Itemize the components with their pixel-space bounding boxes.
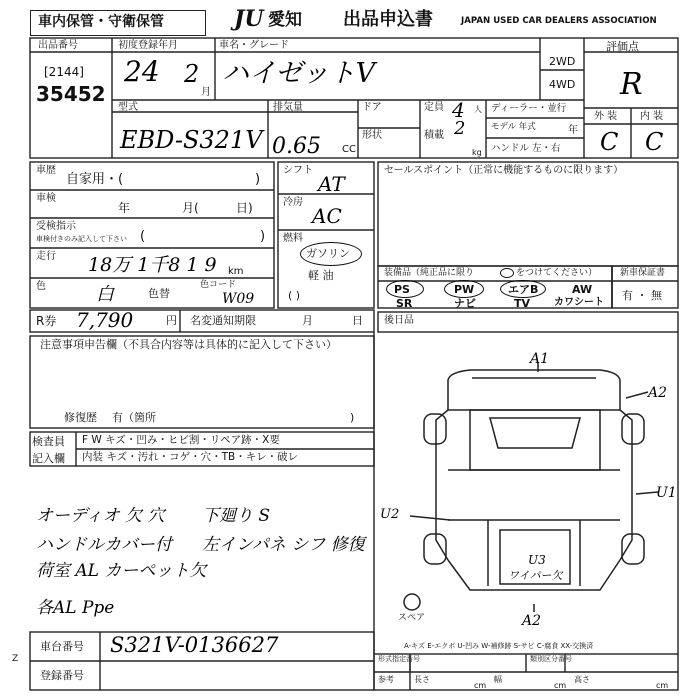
model-name-label: 車名・グレード [219,40,289,51]
capacity-value: 4 [452,98,465,122]
diagram-mark-a2-front: A2 [648,385,668,401]
new-warranty-value: 有 ・ 無 [622,289,662,302]
spec-height: 高さ [574,675,590,684]
drive-4wd: 4WD [549,78,576,91]
chassis-label: 車台番号 [40,640,84,653]
color-code-label: 色コード [200,280,237,290]
repair-label: 修復歴 [64,411,97,424]
equipment-aw: AW [572,283,593,296]
grade-value: R [620,67,643,102]
equipment-label: 装備品（純正品に限り [384,268,475,278]
spec-width: 幅 [494,675,502,684]
damage-legend: A-キズ E-エクボ U-凹み W-補修跡 S-サビ C-腐食 XX-交換済 [404,642,594,650]
diagram-mark-u2: U2 [380,507,400,522]
receipt-label: 受検指示 [36,221,76,232]
history-label: 車歴 [36,165,56,176]
recycle-value: 7,790 [76,308,134,332]
diagram-mark-wiper: ワイパー欠 [508,569,563,582]
receipt-paren-open: ( [140,229,146,244]
spec-ref: 参考 [378,675,394,684]
org-name: 愛知 [268,10,302,30]
registration-month-unit: 月 [201,87,211,98]
exterior-value: C [600,128,619,156]
form-title: 出品申込書 [343,9,433,30]
inspector-label-2: 記入欄 [32,452,65,465]
lot-sub-number: [2144] [44,65,84,79]
rear-seat-label: 後日品 [384,315,414,326]
logo-mark: JU [234,6,264,32]
model-year-label: モデル 年式 [491,122,536,132]
shift-value: AT [318,172,345,196]
note-line-4: 各AL Ppe [36,598,115,618]
exterior-label: 外 装 [594,111,618,122]
new-warranty-label: 新車保証書 [620,268,666,278]
chassis-value: S321V-0136627 [110,633,279,657]
displacement-label: 排気量 [273,102,303,113]
spare-label: スペア [398,613,426,623]
color-code-value: W09 [222,291,255,307]
note-line-2b: 左インパネ シフ 修復 [202,535,365,555]
registration-year: 24 [124,55,160,88]
diagram-mark-u3: U3 [528,553,546,567]
spec-height-unit: cm [656,681,669,690]
notice-label: 名変通知期限 [190,314,256,327]
remarks-label: 注意事項申告欄（不具合内容等は具体的に記入して下さい） [40,338,337,351]
note-line-1b: 下廻り S [202,506,271,526]
inspection-year: 年 [118,201,131,215]
recycle-label: R券 [36,314,57,328]
color-change-label: 色替 [148,287,170,300]
history-value: 自家用・( [66,172,124,187]
note-line-1a: オーディオ 欠 穴 [36,506,165,526]
fuel-label: 燃料 [283,233,303,244]
equipment-leather: カワシート [554,297,604,308]
model-type-value: EBD-S321V [120,126,263,154]
dealer-label: ディーラー・並行 [491,103,567,114]
receipt-paren-close: ) [260,229,266,244]
registration-month: 2 [184,60,200,88]
color-label: 色 [36,281,46,292]
mileage-unit: km [228,266,244,277]
color-value: 白 [96,284,114,305]
shift-label: シフト [283,165,313,176]
shape-label: 形状 [362,130,382,141]
inspector-row-1: F W キズ・凹み・ヒビ割・リペア跡・X要 [82,434,280,446]
fuel-diesel: 軽 油 [308,269,334,282]
corner-mark: Z [12,654,19,664]
equipment-pw: PW [454,283,475,296]
door-label: ドア [362,102,382,113]
history-close: ) [255,172,261,187]
equipment-sr: SR [396,297,413,310]
load-unit: kg [472,148,482,157]
inspection-label: 車検 [36,193,56,204]
spec-class-label: 類別区分番号 [530,655,572,663]
model-type-label: 型式 [118,102,138,113]
mileage-value: 18万 1千8 1 9 [88,254,217,276]
aircon-value: AC [312,204,342,228]
fuel-gasoline: ガソリン [306,247,350,260]
load-label: 積載 [424,130,444,141]
fuel-other: ( ) [288,289,301,302]
capacity-label: 定員 [424,102,444,113]
recycle-unit: 円 [166,314,177,327]
grade-label: 評価点 [606,40,639,53]
interior-value: C [645,128,664,156]
note-line-2a: ハンドルカバー付 [36,535,172,555]
inspector-row-2: 内装 キズ・汚れ・コゲ・穴・TB・キレ・破レ [82,451,299,463]
spec-length: 長さ [414,675,430,684]
equipment-ps: PS [394,283,410,296]
inspection-month: 月( [182,201,199,215]
inspection-day: 日) [236,201,253,215]
displacement-unit: CC [342,144,356,155]
diagram-mark-a2-rear: A2 [522,613,542,629]
sales-point-label: セールスポイント（正常に機能するものに限ります） [384,165,624,176]
handle-label: ハンドル 左・右 [491,143,561,154]
repair-close: ) [350,411,355,424]
equipment-label-2: をつけてください） [516,268,598,278]
lot-number: 35452 [36,82,106,106]
notice-month: 月 [302,314,313,327]
notice-day: 日 [352,314,363,327]
assoc-name: JAPAN USED CAR DEALERS ASSOCIATION [461,16,657,26]
equipment-navi: ナビ [454,297,476,310]
receipt-note: 車検付きのみ記入して下さい [36,235,127,243]
diagram-mark-a1: A1 [530,351,550,367]
registration-label: 初度登録年月 [118,40,178,51]
load-value: 2 [454,118,466,139]
spec-type-label: 形式指定番号 [378,655,420,663]
interior-label: 内 装 [640,111,664,122]
repair-value: 有（箇所 [112,411,156,424]
spec-width-unit: cm [554,681,567,690]
spec-length-unit: cm [474,681,487,690]
inspector-label-1: 検査員 [32,435,65,448]
model-name-value: ハイゼットV [222,58,376,89]
storage-label: 車内保管・守衛保管 [38,14,164,30]
registration-no-label: 登録番号 [40,669,84,682]
aircon-label: 冷房 [283,197,303,208]
displacement-value: 0.65 [272,134,321,159]
drive-2wd: 2WD [549,55,576,68]
equipment-airbag: エアB [508,283,539,296]
equipment-tv: TV [514,297,531,310]
mileage-label: 走行 [36,251,56,262]
note-line-3: 荷室 AL カーペット欠 [36,561,207,581]
lot-label: 出品番号 [38,40,78,51]
model-year-unit: 年 [568,125,578,136]
capacity-unit: 人 [474,105,482,114]
diagram-mark-u1: U1 [656,485,677,501]
